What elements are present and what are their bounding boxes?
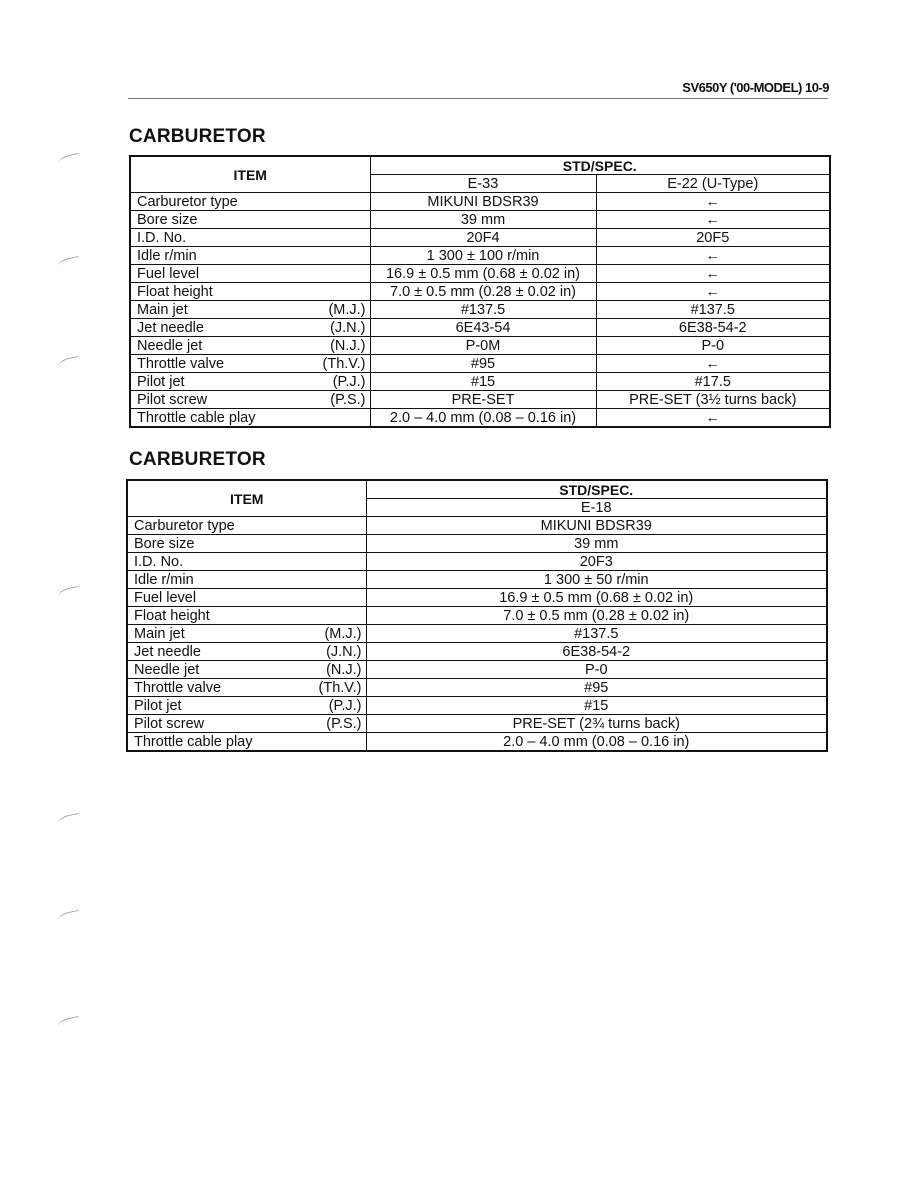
item-label: Carburetor type	[137, 193, 238, 210]
spec-value-cell: 39 mm	[366, 535, 827, 553]
table-row	[127, 607, 827, 625]
spec-header: STD/SPEC.	[370, 156, 830, 175]
item-abbreviation: (Th.V.)	[322, 355, 366, 372]
item-abbreviation: (P.S.)	[326, 715, 362, 732]
spec-header: STD/SPEC.	[366, 480, 827, 499]
spec-value-cell: 39 mm	[370, 211, 596, 229]
spec-value-cell: ←	[596, 283, 830, 301]
item-cell	[127, 517, 366, 535]
item-cell	[130, 319, 370, 337]
page-header: SV650Y ('00-MODEL) 10-9	[682, 80, 829, 95]
spec-value-cell: ←	[596, 193, 830, 211]
spec-value-cell: P-0	[366, 661, 827, 679]
carburetor-spec-table-1	[129, 155, 831, 428]
item-cell	[130, 337, 370, 355]
item-cell	[130, 229, 370, 247]
item-label: Bore size	[134, 535, 195, 552]
item-label: Throttle valve	[137, 355, 225, 372]
spec-value-cell: ←	[596, 211, 830, 229]
column-header-e33: E-33	[370, 175, 596, 193]
spec-value-cell: 20F4	[370, 229, 596, 247]
table-row	[130, 409, 830, 428]
table-row	[130, 319, 830, 337]
spec-value-cell: 16.9 ± 0.5 mm (0.68 ± 0.02 in)	[370, 265, 596, 283]
table-row	[130, 283, 830, 301]
table-row	[130, 211, 830, 229]
item-label: Fuel level	[137, 265, 200, 282]
spec-value-cell: 7.0 ± 0.5 mm (0.28 ± 0.02 in)	[366, 607, 827, 625]
item-abbreviation: (J.N.)	[330, 319, 366, 336]
item-label: Throttle cable play	[137, 409, 256, 426]
table-row	[127, 697, 827, 715]
margin-mark	[57, 356, 81, 371]
item-cell	[130, 409, 370, 428]
spec-value-cell: PRE-SET	[370, 391, 596, 409]
spec-value-cell: #137.5	[366, 625, 827, 643]
item-cell	[130, 391, 370, 409]
table-row	[127, 733, 827, 752]
spec-value-cell: PRE-SET (2¾ turns back)	[366, 715, 827, 733]
table-row	[130, 337, 830, 355]
spec-value-cell: 7.0 ± 0.5 mm (0.28 ± 0.02 in)	[370, 283, 596, 301]
table-row	[127, 715, 827, 733]
item-cell	[130, 283, 370, 301]
item-cell	[127, 697, 366, 715]
item-label: Needle jet	[134, 661, 200, 678]
item-abbreviation: (N.J.)	[330, 337, 366, 354]
spec-value-cell: #137.5	[596, 301, 830, 319]
spec-value-cell: 20F5	[596, 229, 830, 247]
item-label: Pilot jet	[137, 373, 185, 390]
item-cell	[130, 355, 370, 373]
table-row	[127, 553, 827, 571]
table-body	[127, 517, 827, 752]
spec-value-cell: ←	[596, 247, 830, 265]
item-abbreviation: (Th.V.)	[318, 679, 362, 696]
table-row	[130, 391, 830, 409]
item-cell	[130, 301, 370, 319]
table-row	[127, 589, 827, 607]
item-label: Pilot jet	[134, 697, 182, 714]
item-cell	[130, 373, 370, 391]
spec-value-cell: #95	[370, 355, 596, 373]
table-row	[130, 265, 830, 283]
table-row	[130, 247, 830, 265]
spec-value-cell: P-0	[596, 337, 830, 355]
table-row	[130, 301, 830, 319]
table-body	[130, 193, 830, 428]
table-row	[127, 625, 827, 643]
table-row	[130, 229, 830, 247]
item-cell	[127, 625, 366, 643]
item-abbreviation: (J.N.)	[326, 643, 362, 660]
margin-mark	[57, 586, 81, 601]
spec-value-cell: #137.5	[370, 301, 596, 319]
item-cell	[130, 193, 370, 211]
spec-value-cell: 1 300 ± 100 r/min	[370, 247, 596, 265]
spec-value-cell: 6E38-54-2	[596, 319, 830, 337]
table-row	[127, 661, 827, 679]
column-header-e18: E-18	[366, 499, 827, 517]
item-label: Throttle valve	[134, 679, 222, 696]
item-cell	[127, 589, 366, 607]
item-cell	[127, 553, 366, 571]
item-cell	[127, 661, 366, 679]
item-label: Main jet	[134, 625, 185, 642]
section-title-carburetor-1: CARBURETOR	[129, 126, 266, 147]
spec-value-cell: MIKUNI BDSR39	[366, 517, 827, 535]
spec-value-cell: PRE-SET (3½ turns back)	[596, 391, 830, 409]
item-cell	[127, 607, 366, 625]
item-label: I.D. No.	[137, 229, 187, 246]
spec-value-cell: ←	[596, 355, 830, 373]
margin-mark	[57, 813, 81, 828]
table-row	[127, 643, 827, 661]
table-row	[127, 517, 827, 535]
item-cell	[127, 535, 366, 553]
item-label: Jet needle	[137, 319, 204, 336]
spec-value-cell: MIKUNI BDSR39	[370, 193, 596, 211]
margin-mark	[57, 1016, 81, 1031]
item-label: I.D. No.	[134, 553, 184, 570]
item-abbreviation: (P.J.)	[332, 373, 366, 390]
item-label: Pilot screw	[134, 715, 205, 732]
item-abbreviation: (N.J.)	[326, 661, 362, 678]
header-rule	[128, 98, 828, 99]
item-label: Idle r/min	[134, 571, 194, 588]
section-title-carburetor-2: CARBURETOR	[129, 449, 266, 470]
item-abbreviation: (P.S.)	[330, 391, 366, 408]
item-label: Jet needle	[134, 643, 201, 660]
spec-value-cell: ←	[596, 265, 830, 283]
item-cell	[127, 679, 366, 697]
spec-value-cell: 2.0 – 4.0 mm (0.08 – 0.16 in)	[370, 409, 596, 428]
item-label: Float height	[137, 283, 213, 300]
item-abbreviation: (P.J.)	[328, 697, 362, 714]
item-header: ITEM	[127, 480, 366, 517]
item-cell	[130, 247, 370, 265]
table-row	[130, 193, 830, 211]
item-label: Float height	[134, 607, 210, 624]
item-cell	[127, 643, 366, 661]
table-row	[127, 535, 827, 553]
table-row	[130, 355, 830, 373]
table-row	[130, 373, 830, 391]
carburetor-spec-table-2	[126, 479, 828, 752]
item-label: Fuel level	[134, 589, 197, 606]
item-label: Idle r/min	[137, 247, 197, 264]
spec-value-cell: P-0M	[370, 337, 596, 355]
spec-value-cell: #95	[366, 679, 827, 697]
item-cell	[127, 571, 366, 589]
item-label: Bore size	[137, 211, 198, 228]
margin-mark	[57, 153, 81, 168]
item-label: Carburetor type	[134, 517, 235, 534]
spec-value-cell: 6E43-54	[370, 319, 596, 337]
spec-value-cell: #15	[370, 373, 596, 391]
item-label: Main jet	[137, 301, 188, 318]
item-label: Throttle cable play	[134, 733, 253, 750]
item-cell	[127, 733, 366, 752]
spec-value-cell: ←	[596, 409, 830, 428]
margin-mark	[57, 910, 81, 925]
spec-value-cell: 6E38-54-2	[366, 643, 827, 661]
item-header: ITEM	[130, 156, 370, 193]
spec-value-cell: 1 300 ± 50 r/min	[366, 571, 827, 589]
margin-mark	[57, 256, 81, 271]
column-header-e22: E-22 (U-Type)	[596, 175, 830, 193]
item-abbreviation: (M.J.)	[324, 625, 362, 642]
item-label: Needle jet	[137, 337, 203, 354]
spec-value-cell: 20F3	[366, 553, 827, 571]
spec-value-cell: #17.5	[596, 373, 830, 391]
item-cell	[130, 211, 370, 229]
spec-value-cell: 16.9 ± 0.5 mm (0.68 ± 0.02 in)	[366, 589, 827, 607]
item-cell	[127, 715, 366, 733]
spec-value-cell: #15	[366, 697, 827, 715]
item-label: Pilot screw	[137, 391, 208, 408]
spec-value-cell: 2.0 – 4.0 mm (0.08 – 0.16 in)	[366, 733, 827, 752]
table-row	[127, 571, 827, 589]
table-row	[127, 679, 827, 697]
item-abbreviation: (M.J.)	[328, 301, 366, 318]
item-cell	[130, 265, 370, 283]
